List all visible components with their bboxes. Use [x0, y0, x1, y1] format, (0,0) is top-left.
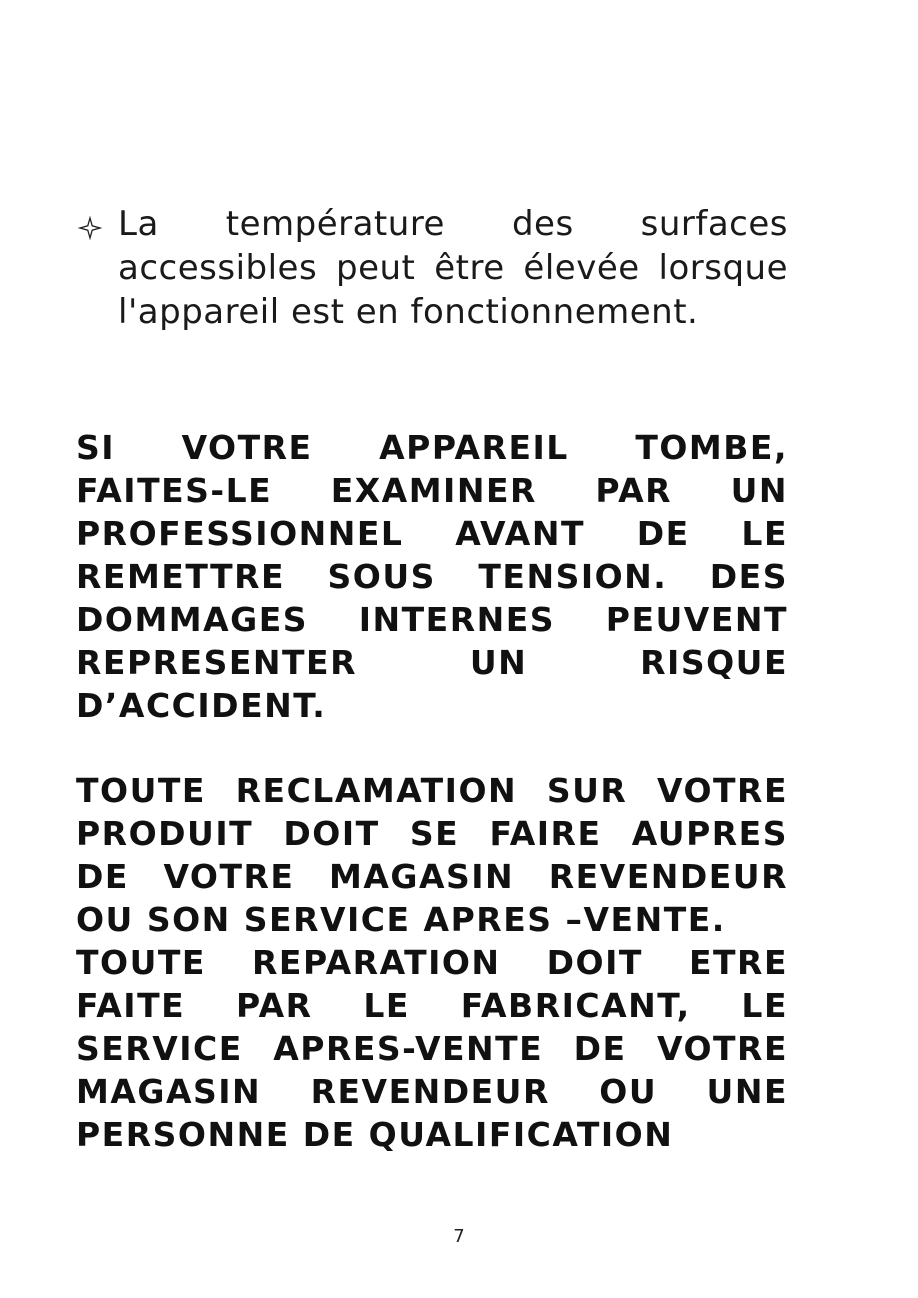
text-line: DE VOTRE MAGASIN REVENDEUR: [76, 857, 788, 896]
text-line: REPRESENTER UN RISQUE: [76, 643, 788, 682]
text-line: FAITE PAR LE FABRICANT, LE: [76, 986, 788, 1025]
text-line: TOUTE REPARATION DOIT ETRE: [76, 943, 788, 982]
four-pointed-star-outline-icon: [78, 216, 102, 240]
text-line: PROFESSIONNEL AVANT DE LE: [76, 514, 788, 553]
text-line: accessibles peut être élevée lorsque: [118, 248, 788, 288]
text-line: SERVICE APRES-VENTE DE VOTRE: [76, 1029, 788, 1068]
text-line: OU SON SERVICE APRES –VENTE.: [76, 900, 726, 939]
text-line: MAGASIN REVENDEUR OU UNE: [76, 1072, 788, 1111]
bullet-item: [78, 202, 788, 334]
text-line: PERSONNE DE QUALIFICATION: [76, 1115, 674, 1154]
text-line: PRODUIT DOIT SE FAIRE AUPRES: [76, 814, 788, 853]
warning-drop-paragraph: [76, 426, 788, 727]
text-line: TOUTE RECLAMATION SUR VOTRE: [76, 771, 788, 810]
text-line: REMETTRE SOUS TENSION. DES: [76, 557, 788, 596]
text-line: DOMMAGES INTERNES PEUVENT: [76, 600, 788, 639]
text-line: D’ACCIDENT.: [76, 686, 327, 725]
text-line: FAITES-LE EXAMINER PAR UN: [76, 471, 788, 510]
text-line: SI VOTRE APPAREIL TOMBE,: [76, 428, 788, 467]
page-number: 7: [453, 1226, 465, 1247]
warning-service-paragraph: [76, 769, 788, 1156]
text-line: l'appareil est en fonctionnement.: [118, 292, 699, 332]
bullet-text: [118, 202, 788, 334]
text-line: La température des surfaces: [118, 204, 788, 244]
